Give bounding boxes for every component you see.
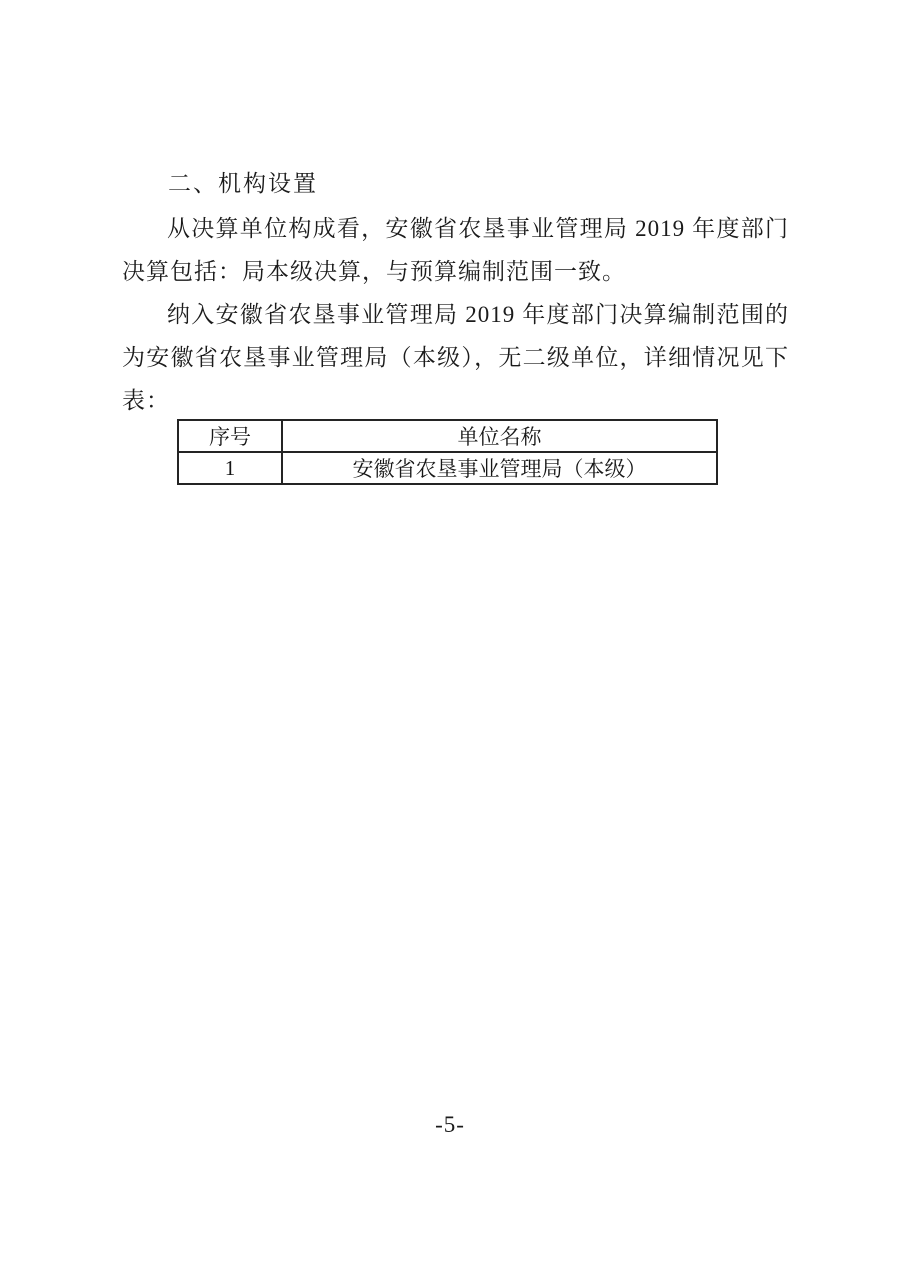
section-heading: 二、机构设置	[168, 171, 318, 196]
paragraph2-line1: 纳入安徽省农垦事业管理局 2019 年度部门决算编制范围的	[167, 302, 789, 327]
paragraph1-line1: 从决算单位构成看，安徽省农垦事业管理局 2019 年度部门	[167, 216, 789, 241]
units-table-header-row	[178, 420, 717, 452]
text-block	[122, 160, 789, 422]
units-table-header-unit-name: 单位名称	[282, 420, 717, 452]
table-row	[178, 452, 717, 484]
paragraph2-line2: 为安徽省农垦事业管理局（本级），无二级单位，详细情况见下	[122, 345, 789, 370]
units-table	[177, 419, 718, 485]
paragraph1-line2: 决算包括：局本级决算，与预算编制范围一致。	[122, 259, 626, 284]
page-number: -5-	[435, 1112, 465, 1137]
paragraph2-line3: 表：	[122, 388, 170, 413]
units-table-cell-seq: 1	[178, 452, 282, 484]
units-table-cell-unit-name: 安徽省农垦事业管理局（本级）	[282, 452, 717, 484]
units-table-header-seq: 序号	[178, 420, 282, 452]
